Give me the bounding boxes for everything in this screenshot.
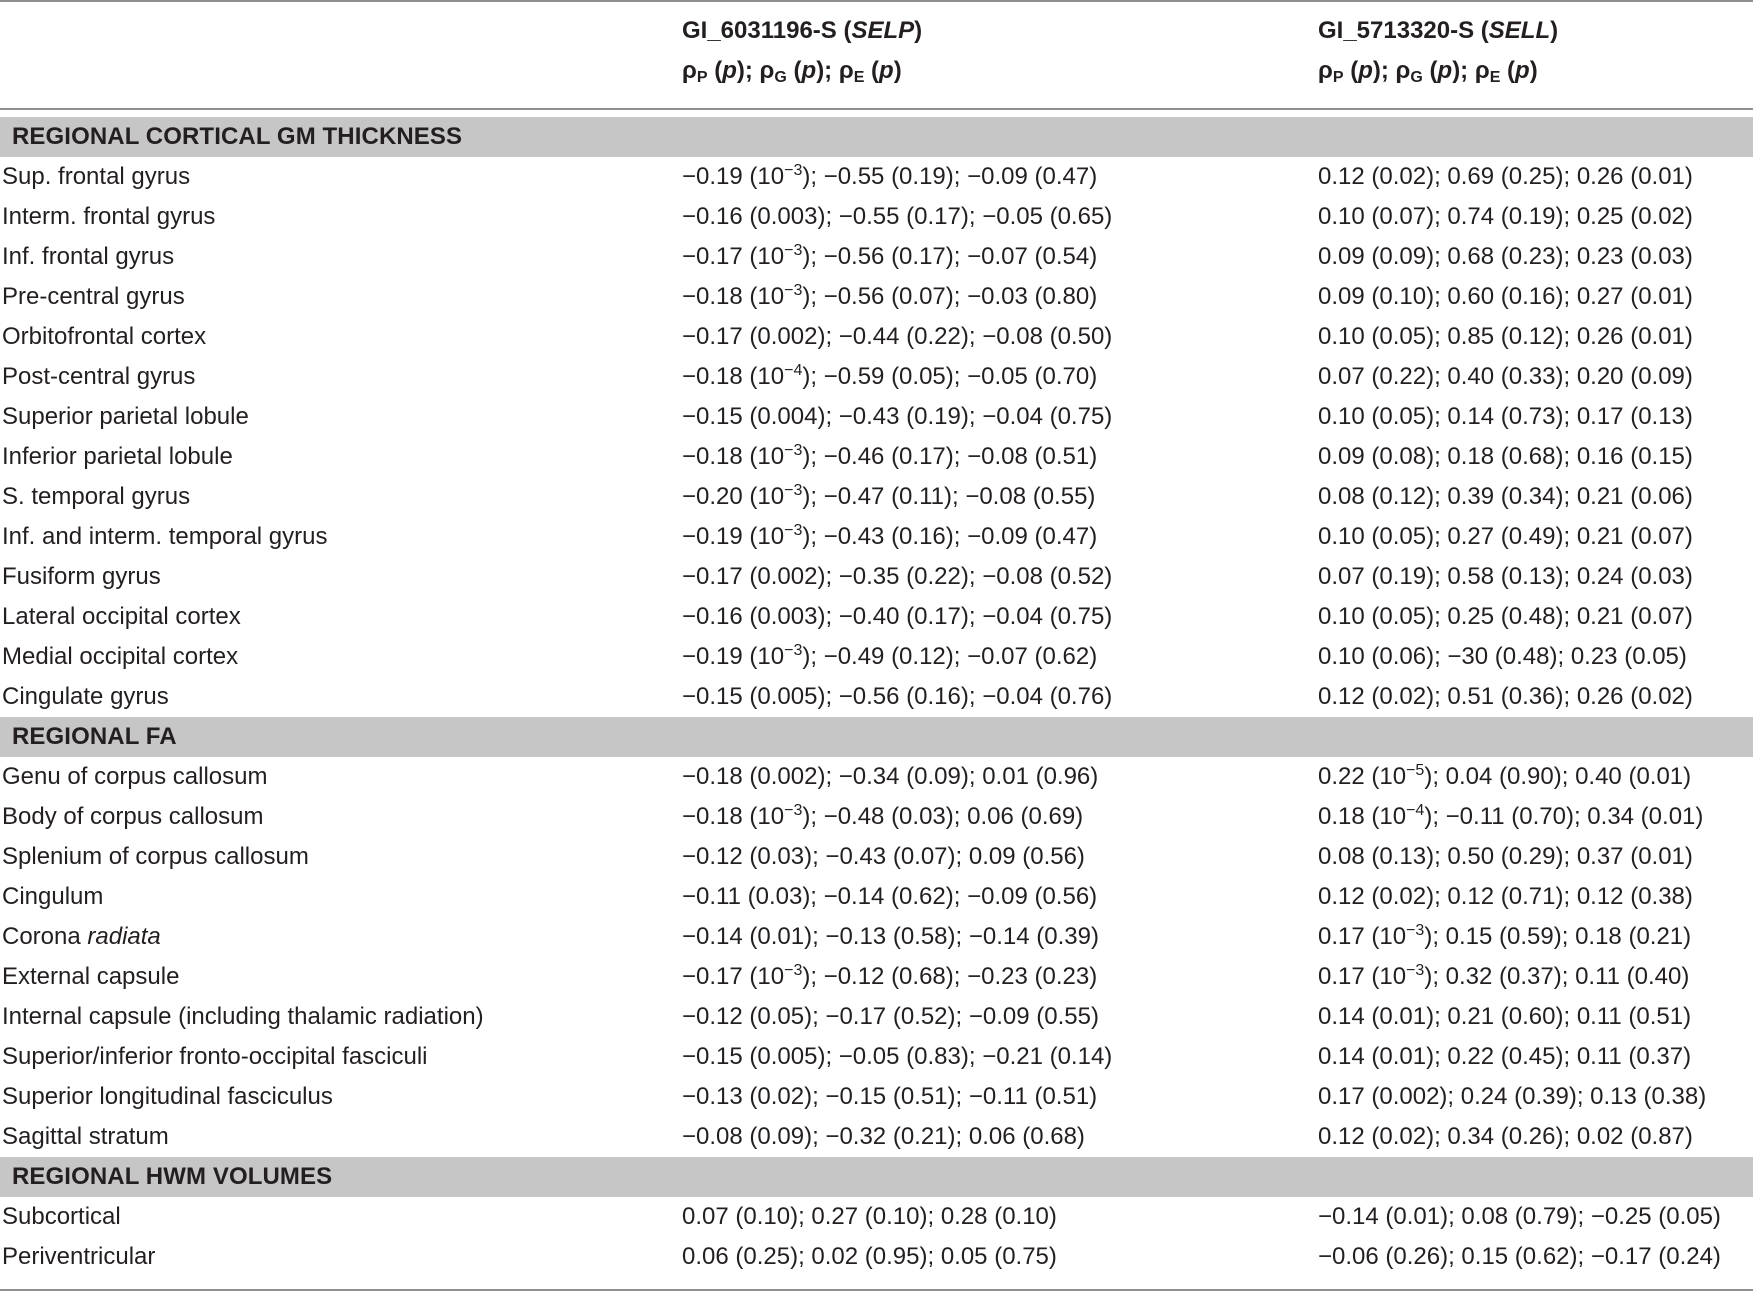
value-text: −0.15 (0.005); −0.56 (0.16); −0.04 (0.76)	[682, 683, 1113, 710]
region-name: S. temporal gyrus	[2, 483, 191, 510]
value-text: 0.14 (0.01); 0.22 (0.45); 0.11 (0.37)	[1318, 1043, 1692, 1070]
rho-symbol: ρ	[1395, 57, 1411, 84]
exponent: −3	[784, 642, 803, 659]
region-label	[2, 597, 241, 637]
value-text: −0.17 (10	[682, 243, 785, 270]
value-text: 0.17 (10	[1318, 963, 1407, 990]
selp-correlation-value	[682, 1237, 1057, 1277]
section-title: REGIONAL CORTICAL GM THICKNESS	[12, 123, 463, 150]
exponent: −3	[784, 802, 803, 819]
value-text: 0.08 (0.12); 0.39 (0.34); 0.21 (0.06)	[1318, 483, 1693, 510]
column-header-selp	[682, 16, 922, 46]
value-text: 0.12 (0.02); 0.51 (0.36); 0.26 (0.02)	[1318, 683, 1693, 710]
region-name: Pre-central gyrus	[2, 283, 185, 310]
gene-id: GI_6031196-S (	[682, 17, 852, 44]
value-text: −0.15 (0.005); −0.05 (0.83); −0.21 (0.14)	[682, 1043, 1113, 1070]
sell-correlation-value	[1318, 477, 1693, 517]
region-label	[2, 357, 195, 397]
value-text: −0.19 (10	[682, 523, 785, 550]
table-row	[0, 437, 1753, 477]
table-row	[0, 957, 1753, 997]
region-name: Post-central gyrus	[2, 363, 196, 390]
table-row	[0, 557, 1753, 597]
value-text: −0.14 (0.01); 0.08 (0.79); −0.25 (0.05)	[1318, 1203, 1721, 1230]
value-text: ); −0.47 (0.11); −0.08 (0.55)	[802, 483, 1096, 510]
value-text: −0.18 (10	[682, 363, 785, 390]
sell-correlation-value	[1318, 317, 1693, 357]
paren-open: (	[707, 57, 723, 84]
section-header	[0, 117, 1753, 157]
value-text: −0.12 (0.03); −0.43 (0.07); 0.09 (0.56)	[682, 843, 1085, 870]
value-text: −0.18 (10	[682, 803, 785, 830]
selp-correlation-value	[682, 677, 1112, 717]
exponent: −3	[1406, 922, 1425, 939]
region-name: Inf. and interm. temporal gyrus	[2, 523, 328, 550]
table-row	[0, 917, 1753, 957]
value-text: 0.10 (0.05); 0.27 (0.49); 0.21 (0.07)	[1318, 523, 1693, 550]
rho-symbol: ρ	[838, 57, 854, 84]
column-header-sell	[1318, 16, 1558, 46]
region-name: Cingulum	[2, 883, 104, 910]
rho-symbol: ρ	[1318, 57, 1333, 84]
paren-open: (	[1422, 57, 1438, 84]
exponent: −4	[1406, 802, 1425, 819]
exponent: −3	[784, 242, 803, 259]
value-text: −0.16 (0.003); −0.40 (0.17); −0.04 (0.75)	[682, 603, 1113, 630]
selp-correlation-value	[682, 1197, 1057, 1237]
value-text: 0.06 (0.25); 0.02 (0.95); 0.05 (0.75)	[682, 1243, 1057, 1270]
sell-correlation-value	[1318, 877, 1693, 917]
paren-close: );	[816, 57, 839, 84]
value-text: −0.11 (0.03); −0.14 (0.62); −0.09 (0.56)	[682, 883, 1098, 910]
p-value-symbol: p	[1515, 57, 1530, 84]
paren-open: (	[1500, 57, 1516, 84]
region-label	[2, 797, 263, 837]
value-text: 0.17 (0.002); 0.24 (0.39); 0.13 (0.38)	[1318, 1083, 1707, 1110]
sell-correlation-value	[1318, 357, 1693, 397]
value-text: −0.14 (0.01); −0.13 (0.58); −0.14 (0.39)	[682, 923, 1099, 950]
subscript-e: E	[1489, 69, 1501, 86]
value-text: ); −0.55 (0.19); −0.09 (0.47)	[802, 163, 1098, 190]
selp-correlation-value	[682, 357, 1097, 397]
region-name: Inf. frontal gyrus	[2, 243, 175, 270]
region-label	[2, 837, 309, 877]
top-rule	[0, 0, 1753, 2]
value-text: 0.14 (0.01); 0.21 (0.60); 0.11 (0.51)	[1318, 1003, 1692, 1030]
column-subheader-sell	[1318, 56, 1538, 86]
region-name: Orbitofrontal cortex	[2, 323, 207, 350]
value-text: 0.08 (0.13); 0.50 (0.29); 0.37 (0.01)	[1318, 843, 1693, 870]
table-row	[0, 997, 1753, 1037]
p-value-symbol: p	[722, 57, 737, 84]
region-label	[2, 1117, 169, 1157]
value-text: −0.18 (0.002); −0.34 (0.09); 0.01 (0.96)	[682, 763, 1099, 790]
exponent: −3	[784, 522, 803, 539]
region-label	[2, 397, 249, 437]
sell-correlation-value	[1318, 1117, 1693, 1157]
region-name: Corona	[2, 923, 88, 950]
sell-correlation-value	[1318, 277, 1693, 317]
region-label	[2, 277, 185, 317]
region-name: Superior/inferior fronto-occipital fasciculi	[2, 1043, 428, 1070]
table-row	[0, 517, 1753, 557]
sell-correlation-value	[1318, 837, 1693, 877]
value-text: −0.13 (0.02); −0.15 (0.51); −0.11 (0.51)	[682, 1083, 1098, 1110]
region-name: Fusiform gyrus	[2, 563, 161, 590]
rho-symbol: ρ	[759, 57, 775, 84]
selp-correlation-value	[682, 797, 1083, 837]
value-text: 0.10 (0.05); 0.85 (0.12); 0.26 (0.01)	[1318, 323, 1693, 350]
region-label	[2, 1237, 155, 1277]
paren-close: );	[736, 57, 760, 84]
p-value-symbol: p	[1437, 57, 1453, 84]
region-name: Splenium of corpus callosum	[2, 843, 309, 870]
sell-correlation-value	[1318, 557, 1693, 597]
selp-correlation-value	[682, 757, 1098, 797]
table-row	[0, 637, 1753, 677]
sell-correlation-value	[1318, 1077, 1706, 1117]
region-name: Genu of corpus callosum	[2, 763, 268, 790]
exponent: −3	[784, 962, 803, 979]
region-name: Body of corpus callosum	[2, 803, 264, 830]
table-row	[0, 877, 1753, 917]
sell-correlation-value	[1318, 157, 1693, 197]
value-text: −0.17 (0.002); −0.35 (0.22); −0.08 (0.52)	[682, 563, 1113, 590]
selp-correlation-value	[682, 1117, 1085, 1157]
value-text: 0.07 (0.22); 0.40 (0.33); 0.20 (0.09)	[1318, 363, 1693, 390]
value-text: 0.07 (0.19); 0.58 (0.13); 0.24 (0.03)	[1318, 563, 1693, 590]
region-label	[2, 237, 174, 277]
table-row	[0, 317, 1753, 357]
table-row	[0, 237, 1753, 277]
region-label	[2, 317, 206, 357]
region-name: Superior longitudinal fasciculus	[2, 1083, 333, 1110]
table-row	[0, 1117, 1753, 1157]
paren-close: );	[1372, 57, 1396, 84]
region-name: Sagittal stratum	[2, 1123, 169, 1150]
exponent: −3	[784, 162, 803, 179]
region-label	[2, 517, 327, 557]
sell-correlation-value	[1318, 397, 1693, 437]
selp-correlation-value	[682, 1077, 1097, 1117]
region-name: Superior parietal lobule	[2, 403, 249, 430]
column-subheader-selp	[682, 56, 902, 86]
p-value-symbol: p	[801, 57, 817, 84]
value-text: 0.12 (0.02); 0.12 (0.71); 0.12 (0.38)	[1318, 883, 1693, 910]
region-name: Subcortical	[2, 1203, 121, 1230]
selp-correlation-value	[682, 837, 1085, 877]
value-text: 0.10 (0.06); −30 (0.48); 0.23 (0.05)	[1318, 643, 1687, 670]
exponent: −4	[784, 362, 803, 379]
region-label	[2, 637, 238, 677]
region-label	[2, 1197, 121, 1237]
region-label	[2, 197, 215, 237]
region-name: External capsule	[2, 963, 180, 990]
value-text: −0.16 (0.003); −0.55 (0.17); −0.05 (0.65)	[682, 203, 1113, 230]
selp-correlation-value	[682, 917, 1099, 957]
selp-correlation-value	[682, 557, 1112, 597]
section-title: REGIONAL HWM VOLUMES	[12, 1163, 333, 1190]
paren-open: (	[864, 57, 880, 84]
table-row	[0, 277, 1753, 317]
value-text: −0.17 (10	[682, 963, 785, 990]
selp-correlation-value	[682, 277, 1097, 317]
sell-correlation-value	[1318, 957, 1689, 997]
sell-correlation-value	[1318, 197, 1693, 237]
value-text: 0.07 (0.10); 0.27 (0.10); 0.28 (0.10)	[682, 1203, 1057, 1230]
selp-correlation-value	[682, 877, 1097, 917]
value-text: 0.10 (0.05); 0.14 (0.73); 0.17 (0.13)	[1318, 403, 1693, 430]
value-text: ); −0.56 (0.07); −0.03 (0.80)	[802, 283, 1098, 310]
value-text: ); 0.04 (0.90); 0.40 (0.01)	[1424, 763, 1692, 790]
subscript-g: G	[774, 69, 787, 86]
rho-symbol: ρ	[682, 57, 697, 84]
sell-correlation-value	[1318, 437, 1693, 477]
selp-correlation-value	[682, 597, 1112, 637]
value-text: −0.15 (0.004); −0.43 (0.19); −0.04 (0.75)	[682, 403, 1113, 430]
sell-correlation-value	[1318, 677, 1693, 717]
value-text: 0.09 (0.08); 0.18 (0.68); 0.16 (0.15)	[1318, 443, 1693, 470]
sell-correlation-value	[1318, 1237, 1721, 1277]
selp-correlation-value	[682, 1037, 1112, 1077]
region-name-italic: radiata	[87, 923, 161, 950]
selp-correlation-value	[682, 397, 1112, 437]
value-text: −0.20 (10	[682, 483, 785, 510]
region-label	[2, 957, 179, 997]
table-row	[0, 757, 1753, 797]
gene-name: SELL	[1488, 17, 1551, 44]
selp-correlation-value	[682, 477, 1095, 517]
sell-correlation-value	[1318, 757, 1691, 797]
region-label	[2, 677, 169, 717]
region-label	[2, 557, 161, 597]
table-row	[0, 1037, 1753, 1077]
exponent: −3	[1406, 962, 1425, 979]
gene-id: GI_5713320-S (	[1318, 17, 1489, 44]
table-row	[0, 677, 1753, 717]
region-name: Inferior parietal lobule	[2, 443, 233, 470]
value-text: 0.09 (0.10); 0.60 (0.16); 0.27 (0.01)	[1318, 283, 1693, 310]
region-label	[2, 437, 233, 477]
bottom-rule	[0, 1289, 1753, 1291]
selp-correlation-value	[682, 197, 1112, 237]
value-text: 0.10 (0.07); 0.74 (0.19); 0.25 (0.02)	[1318, 203, 1693, 230]
selp-correlation-value	[682, 957, 1097, 997]
value-text: 0.09 (0.09); 0.68 (0.23); 0.23 (0.03)	[1318, 243, 1693, 270]
region-name: Periventricular	[2, 1243, 156, 1270]
region-name: Interm. frontal gyrus	[2, 203, 216, 230]
rho-symbol: ρ	[1474, 57, 1490, 84]
subscript-e: E	[853, 69, 865, 86]
value-text: −0.19 (10	[682, 163, 785, 190]
gene-suffix: )	[1550, 17, 1559, 44]
sell-correlation-value	[1318, 1037, 1691, 1077]
region-label	[2, 1037, 428, 1077]
value-text: −0.12 (0.05); −0.17 (0.52); −0.09 (0.55)	[682, 1003, 1099, 1030]
subscript-g: G	[1410, 69, 1423, 86]
section-header	[0, 717, 1753, 757]
selp-correlation-value	[682, 237, 1097, 277]
value-text: ); −0.11 (0.70); 0.34 (0.01)	[1424, 803, 1704, 830]
section-header	[0, 1157, 1753, 1197]
selp-correlation-value	[682, 157, 1097, 197]
region-label	[2, 757, 267, 797]
exponent: −3	[784, 482, 803, 499]
exponent: −3	[784, 282, 803, 299]
subscript-p: P	[696, 69, 708, 86]
region-name: Internal capsule (including thalamic radiation)	[2, 1003, 484, 1030]
region-label	[2, 877, 103, 917]
paren-close: );	[1452, 57, 1475, 84]
value-text: −0.08 (0.09); −0.32 (0.21); 0.06 (0.68)	[682, 1123, 1085, 1150]
selp-correlation-value	[682, 317, 1112, 357]
sell-correlation-value	[1318, 237, 1693, 277]
p-value-symbol: p	[1358, 57, 1373, 84]
value-text: 0.18 (10	[1318, 803, 1407, 830]
sell-correlation-value	[1318, 597, 1693, 637]
region-label	[2, 997, 484, 1037]
value-text: −0.06 (0.26); 0.15 (0.62); −0.17 (0.24)	[1318, 1243, 1721, 1270]
table-row	[0, 397, 1753, 437]
table-row	[0, 357, 1753, 397]
section-title: REGIONAL FA	[12, 723, 177, 750]
selp-correlation-value	[682, 517, 1097, 557]
value-text: −0.18 (10	[682, 443, 785, 470]
value-text: 0.12 (0.02); 0.69 (0.25); 0.26 (0.01)	[1318, 163, 1693, 190]
value-text: ); 0.15 (0.59); 0.18 (0.21)	[1424, 923, 1692, 950]
table-row	[0, 477, 1753, 517]
table-row	[0, 597, 1753, 637]
value-text: 0.22 (10	[1318, 763, 1407, 790]
table-row	[0, 1237, 1753, 1277]
paren-close: )	[893, 57, 902, 84]
value-text: −0.19 (10	[682, 643, 785, 670]
gene-suffix: )	[914, 17, 923, 44]
value-text: ); 0.32 (0.37); 0.11 (0.40)	[1424, 963, 1690, 990]
value-text: 0.12 (0.02); 0.34 (0.26); 0.02 (0.87)	[1318, 1123, 1693, 1150]
subscript-p: P	[1332, 69, 1344, 86]
selp-correlation-value	[682, 637, 1097, 677]
region-label	[2, 1077, 333, 1117]
value-text: ); −0.12 (0.68); −0.23 (0.23)	[802, 963, 1098, 990]
sell-correlation-value	[1318, 797, 1703, 837]
region-label	[2, 477, 190, 517]
gene-name: SELP	[851, 17, 915, 44]
value-text: 0.10 (0.05); 0.25 (0.48); 0.21 (0.07)	[1318, 603, 1693, 630]
table-row	[0, 797, 1753, 837]
region-name: Lateral occipital cortex	[2, 603, 241, 630]
sell-correlation-value	[1318, 997, 1691, 1037]
sell-correlation-value	[1318, 637, 1687, 677]
table-row	[0, 1197, 1753, 1237]
value-text: ); −0.56 (0.17); −0.07 (0.54)	[802, 243, 1098, 270]
exponent: −5	[1406, 762, 1425, 779]
selp-correlation-value	[682, 997, 1099, 1037]
value-text: ); −0.49 (0.12); −0.07 (0.62)	[802, 643, 1098, 670]
region-label	[2, 157, 190, 197]
value-text: ); −0.48 (0.03); 0.06 (0.69)	[802, 803, 1084, 830]
table-row	[0, 197, 1753, 237]
value-text: ); −0.46 (0.17); −0.08 (0.51)	[802, 443, 1098, 470]
paren-open: (	[786, 57, 802, 84]
value-text: ); −0.59 (0.05); −0.05 (0.70)	[802, 363, 1098, 390]
sell-correlation-value	[1318, 517, 1693, 557]
p-value-symbol: p	[879, 57, 894, 84]
sell-correlation-value	[1318, 1197, 1721, 1237]
value-text: ); −0.43 (0.16); −0.09 (0.47)	[802, 523, 1098, 550]
table-row	[0, 157, 1753, 197]
paren-close: )	[1529, 57, 1538, 84]
table-row	[0, 837, 1753, 877]
selp-correlation-value	[682, 437, 1097, 477]
region-name: Cingulate gyrus	[2, 683, 169, 710]
table-row	[0, 1077, 1753, 1117]
exponent: −3	[784, 442, 803, 459]
header-rule	[0, 108, 1753, 110]
region-name: Sup. frontal gyrus	[2, 163, 191, 190]
value-text: −0.18 (10	[682, 283, 785, 310]
region-name: Medial occipital cortex	[2, 643, 239, 670]
value-text: 0.17 (10	[1318, 923, 1407, 950]
value-text: −0.17 (0.002); −0.44 (0.22); −0.08 (0.50)	[682, 323, 1113, 350]
sell-correlation-value	[1318, 917, 1691, 957]
paren-open: (	[1343, 57, 1359, 84]
region-label	[2, 917, 161, 957]
